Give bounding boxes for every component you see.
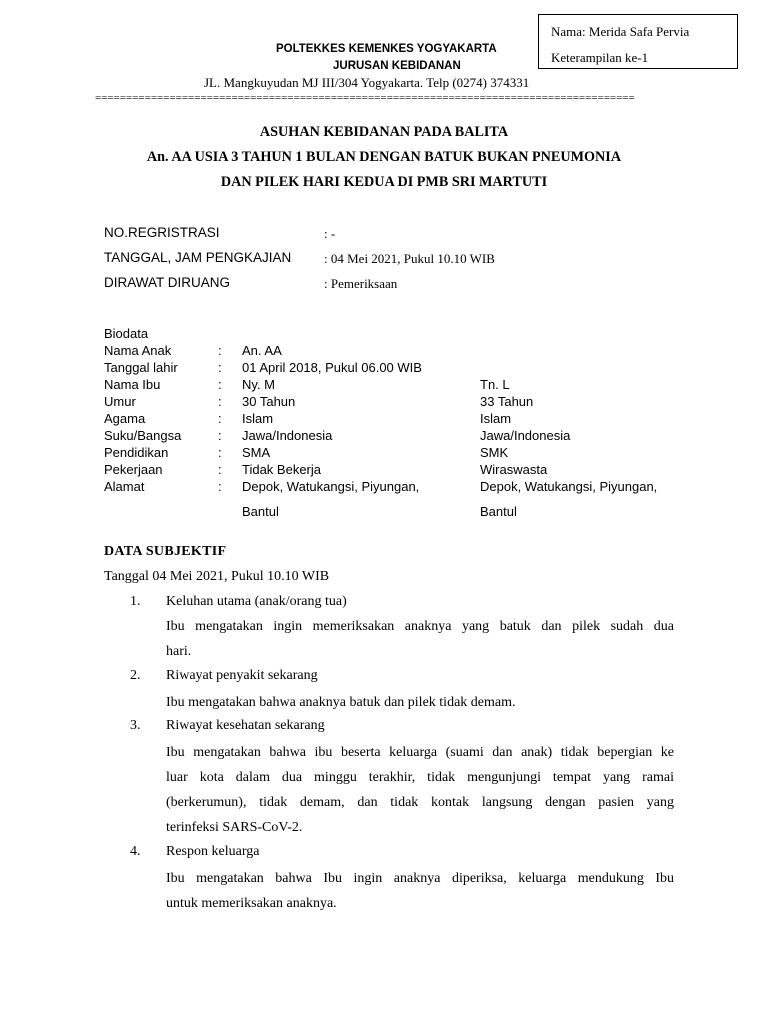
biodata-label: Tanggal lahir [104, 360, 178, 375]
header-divider: ======================================================================================= [95, 92, 635, 104]
list-item-line: untuk memeriksakan anaknya. [166, 896, 337, 911]
biodata-colon: : [218, 394, 222, 409]
biodata-value-mother: Depok, Watukangsi, Piyungan, [242, 479, 420, 494]
biodata-value-mother: Jawa/Indonesia [242, 428, 333, 443]
biodata-label: Nama Ibu [104, 377, 161, 392]
list-item-title: Riwayat kesehatan sekarang [166, 718, 325, 733]
biodata-colon: : [218, 462, 222, 477]
biodata-value: 01 April 2018, Pukul 06.00 WIB [242, 360, 422, 375]
department-name: JURUSAN KEBIDANAN [333, 60, 461, 72]
biodata-label: Nama Anak [104, 343, 172, 358]
list-item-line: (berkerumun), tidak demam, dan tidak kontak langsung dengan pasien yang [166, 795, 674, 810]
biodata-heading: Biodata [104, 326, 149, 341]
list-item-line: Ibu mengatakan bahwa ibu beserta keluarga (suami dan anak) tidak bepergian ke [166, 745, 674, 760]
biodata-value-mother: SMA [242, 445, 271, 460]
biodata-label: Suku/Bangsa [104, 428, 182, 443]
list-number: 1. [130, 594, 141, 609]
assessment-date-value: : 04 Mei 2021, Pukul 10.10 WIB [324, 251, 495, 266]
section-heading-subjective: DATA SUBJEKTIF [104, 544, 227, 559]
student-name: Nama: Merida Safa Pervia [551, 24, 690, 39]
subjective-date: Tanggal 04 Mei 2021, Pukul 10.10 WIB [104, 569, 330, 584]
list-item-line: Ibu mengatakan bahwa anaknya batuk dan pilek tidak demam. [166, 695, 516, 710]
list-item-line: hari. [166, 644, 192, 659]
biodata-value: An. AA [242, 343, 282, 358]
biodata-value-mother: 30 Tahun [242, 394, 296, 409]
list-item-line: terinfeksi SARS-CoV-2. [166, 820, 303, 835]
biodata-value-father: Islam [480, 411, 512, 426]
biodata-colon: : [218, 360, 222, 375]
biodata-label: Pendidikan [104, 445, 169, 460]
biodata-value-father: Wiraswasta [480, 462, 548, 477]
biodata-colon: : [218, 428, 222, 443]
ward-label: DIRAWAT DIRUANG [104, 275, 231, 290]
biodata-value-father: Jawa/Indonesia [480, 428, 571, 443]
list-item-line: Ibu mengatakan bahwa Ibu ingin anaknya diperiksa, keluarga mendukung Ibu [166, 871, 674, 886]
ward-value: : Pemeriksaan [324, 276, 398, 291]
biodata-colon: : [218, 343, 222, 358]
biodata-colon: : [218, 377, 222, 392]
list-number: 3. [130, 718, 141, 733]
biodata-address-cont-father: Bantul [480, 504, 517, 519]
institution-name: POLTEKKES KEMENKES YOGYAKARTA [276, 43, 497, 55]
doc-title-line1: ASUHAN KEBIDANAN PADA BALITA [259, 124, 509, 140]
biodata-value-mother: Tidak Bekerja [242, 462, 321, 477]
biodata-label: Agama [104, 411, 146, 426]
biodata-colon: : [218, 445, 222, 460]
biodata-label: Alamat [104, 479, 145, 494]
registration-value: : - [324, 226, 336, 241]
biodata-value-mother: Ny. M [242, 377, 275, 392]
assessment-date-label: TANGGAL, JAM PENGKAJIAN [104, 250, 292, 265]
list-item-line: luar kota dalam dua minggu terakhir, tidak mengunjungi tempat yang ramai [166, 770, 674, 785]
list-item-line: Ibu mengatakan ingin memeriksakan anaknya yang batuk dan pilek sudah dua [166, 619, 674, 634]
skill-number: Keterampilan ke-1 [551, 50, 649, 65]
biodata-value-father: 33 Tahun [480, 394, 534, 409]
biodata-colon: : [218, 479, 222, 494]
student-name-box [538, 14, 738, 69]
biodata-colon: : [218, 411, 222, 426]
biodata-address-cont-mother: Bantul [242, 504, 279, 519]
biodata-value-father: Tn. L [480, 377, 510, 392]
institution-address: JL. Mangkuyudan MJ III/304 Yogyakarta. Telp (0274) 374331 [204, 75, 530, 90]
list-item-title: Riwayat penyakit sekarang [166, 668, 318, 683]
doc-title-line2: An. AA USIA 3 TAHUN 1 BULAN DENGAN BATUK BUKAN PNEUMONIA [146, 149, 622, 165]
biodata-value-father: SMK [480, 445, 509, 460]
biodata-value-mother: Islam [242, 411, 274, 426]
list-number: 2. [130, 668, 141, 683]
biodata-label: Umur [104, 394, 136, 409]
list-number: 4. [130, 844, 141, 859]
biodata-label: Pekerjaan [104, 462, 163, 477]
list-item-title: Respon keluarga [166, 844, 260, 859]
list-item-title: Keluhan utama (anak/orang tua) [166, 594, 347, 609]
biodata-value-father: Depok, Watukangsi, Piyungan, [480, 479, 658, 494]
registration-label: NO.REGRISTRASI [104, 225, 220, 240]
doc-title-line3: DAN PILEK HARI KEDUA DI PMB SRI MARTUTI [220, 174, 548, 190]
